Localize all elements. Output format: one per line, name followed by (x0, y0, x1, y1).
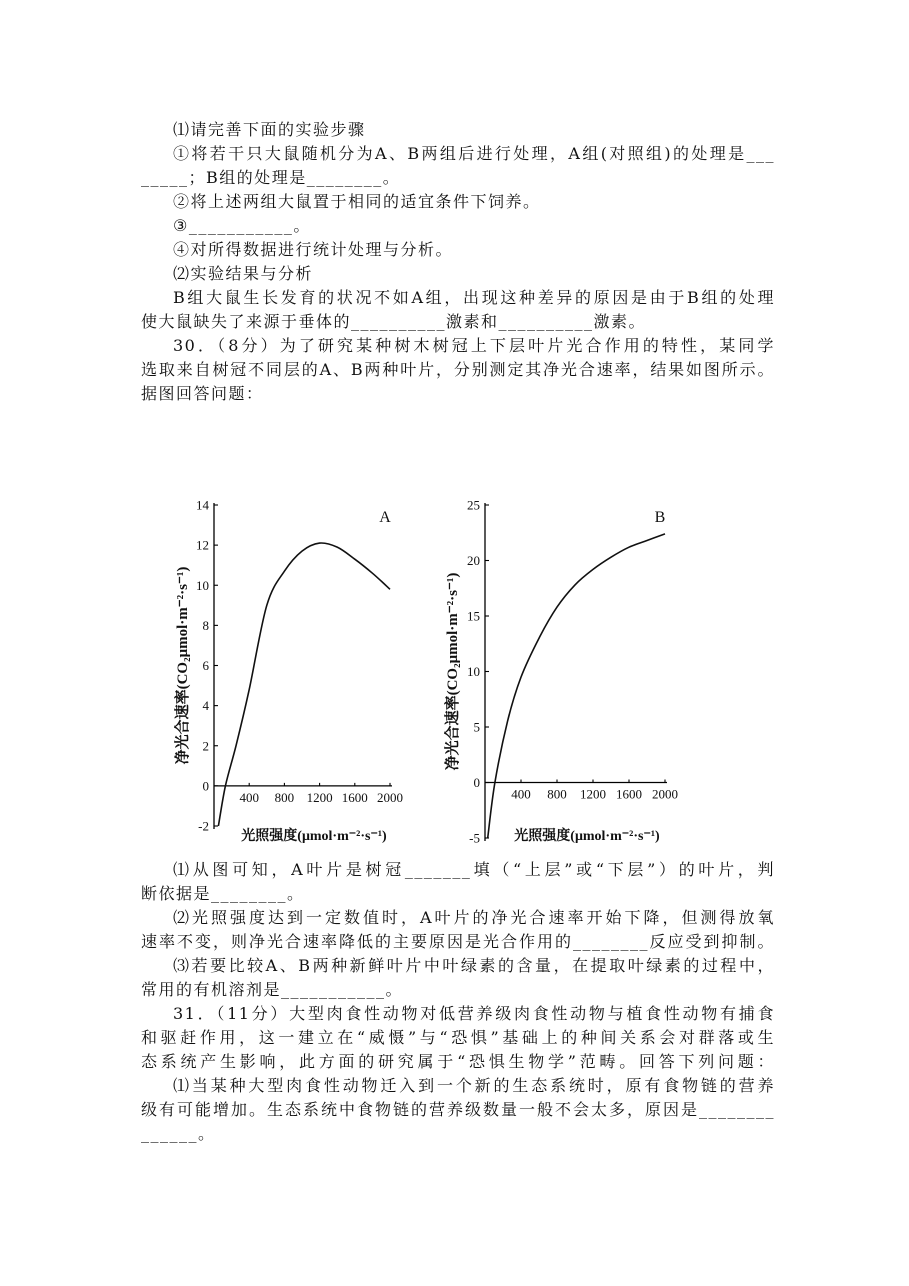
y-tick-label-a: 12 (196, 537, 209, 553)
q30-intro-line-1: 30．（8分）为了研究某种树木树冠上下层叶片光合作用的特性，某同学 (173, 336, 775, 355)
y-tick-label-a: 4 (202, 698, 209, 714)
q30-sub2-line-2: 速率不变，则净光合速率降低的主要原因是光合作用的________反应受到抑制。 (141, 932, 775, 951)
x-tick-label-a: 400 (239, 789, 259, 805)
chart-b (435, 490, 690, 855)
x-axis-label-b: 光照强度(μmol·m⁻²·s⁻¹) (514, 829, 660, 844)
step-1-line-2: _____；B组的处理是________。 (141, 168, 401, 187)
y-tick-label-b: 5 (473, 719, 480, 735)
result-line-1: B组大鼠生长发育的状况不如A组，出现这种差异的原因是由于B组的处理 (173, 288, 775, 307)
y-tick-label-b: 25 (467, 497, 480, 513)
y-axis-label-a: 净光合速率(CO₂μmol·m⁻²·s⁻¹) (175, 566, 191, 765)
result-line-2: 使大鼠缺失了来源于垂体的__________激素和__________激素。 (141, 312, 647, 331)
q30-intro-line-2: 选取来自树冠不同层的A、B两种叶片，分别测定其净光合速率，结果如图所示。 (141, 360, 775, 379)
question-29-continuation (141, 118, 775, 406)
x-tick-label-b: 800 (547, 786, 567, 802)
y-tick-label-a: -2 (198, 818, 209, 834)
y-tick-label-b: 15 (467, 608, 480, 624)
result-heading: ⑵实验结果与分析 (173, 264, 314, 283)
y-tick-label-a: 10 (196, 577, 209, 593)
panel-label-a: A (379, 509, 391, 526)
y-tick-label-b: 20 (467, 553, 480, 568)
y-tick-label-a: 8 (202, 617, 209, 633)
y-tick-label-a: 6 (202, 658, 209, 673)
q30-sub3-line-2: 常用的有机溶剂是___________。 (141, 980, 404, 999)
x-tick-label-b: 400 (511, 786, 531, 802)
question-30-31 (141, 858, 775, 1146)
q30-intro-line-3: 据图回答问题： (141, 384, 264, 403)
x-tick-label-a: 800 (274, 789, 295, 805)
y-tick-label-a: 2 (202, 738, 209, 754)
x-tick-label-b: 2000 (652, 786, 678, 802)
x-axis-label-a: 光照强度(μmol·m⁻²·s⁻¹) (241, 829, 387, 844)
x-tick-label-a: 2000 (377, 789, 403, 805)
q31-intro-line-1: 31．（11分）大型肉食性动物对低营养级肉食性动物与植食性动物有捕食 (173, 1004, 775, 1023)
x-tick-label-b: 1600 (616, 786, 642, 802)
q30-sub1-line-1: ⑴从图可知，A叶片是树冠_______填（“上层”或“下层”）的叶片，判 (173, 860, 775, 879)
q30-sub2-line-1: ⑵光照强度达到一定数值时，A叶片的净光合速率开始下降，但测得放氧 (173, 908, 775, 927)
y-tick-label-a: 0 (202, 778, 209, 794)
q31-sub1-line-3: ______。 (141, 1124, 216, 1143)
step-2: ②将上述两组大鼠置于相同的适宜条件下饲养。 (173, 192, 541, 211)
q30-sub3-line-1: ⑶若要比较A、B两种新鲜叶片中叶绿素的含量，在提取叶绿素的过程中， (173, 956, 775, 975)
y-axis-label-b: 净光合速率(CO₂μmol·m⁻²·s⁻¹) (445, 572, 461, 771)
x-tick-label-a: 1600 (341, 789, 368, 805)
curve-a (218, 543, 390, 826)
x-tick-label-b: 1200 (580, 786, 606, 802)
y-tick-label-b: 0 (473, 775, 480, 790)
panel-label-b: B (654, 509, 666, 526)
y-tick-label-b: 10 (467, 664, 480, 679)
q31-intro-line-3: 态系统产生影响，此方面的研究属于“恐惧生物学”范畴。回答下列问题： (141, 1052, 775, 1071)
step-1-line-1: ①将若干只大鼠随机分为A、B两组后进行处理，A组(对照组)的处理是___ (173, 144, 775, 163)
chart-a (165, 490, 415, 855)
q31-sub1-line-2: 级有可能增加。生态系统中食物链的营养级数量一般不会太多，原因是________ (141, 1100, 775, 1119)
q31-intro-line-2: 和驱赶作用，这一建立在“威慑”与“恐惧”基础上的种间关系会对群落或生 (141, 1028, 775, 1047)
q30-sub1-line-2: 断依据是________。 (141, 884, 305, 903)
q31-sub1-line-1: ⑴当某种大型肉食性动物迁入到一个新的生态系统时，原有食物链的营养 (173, 1076, 775, 1095)
y-tick-label-a: 14 (196, 497, 209, 513)
x-tick-label-a: 1200 (306, 789, 333, 805)
y-tick-label-b: -5 (469, 830, 480, 846)
step-4: ④对所得数据进行统计处理与分析。 (173, 240, 454, 259)
step-3: ③___________。 (173, 216, 311, 235)
steps-heading: ⑴请完善下面的实验步骤 (173, 120, 366, 139)
